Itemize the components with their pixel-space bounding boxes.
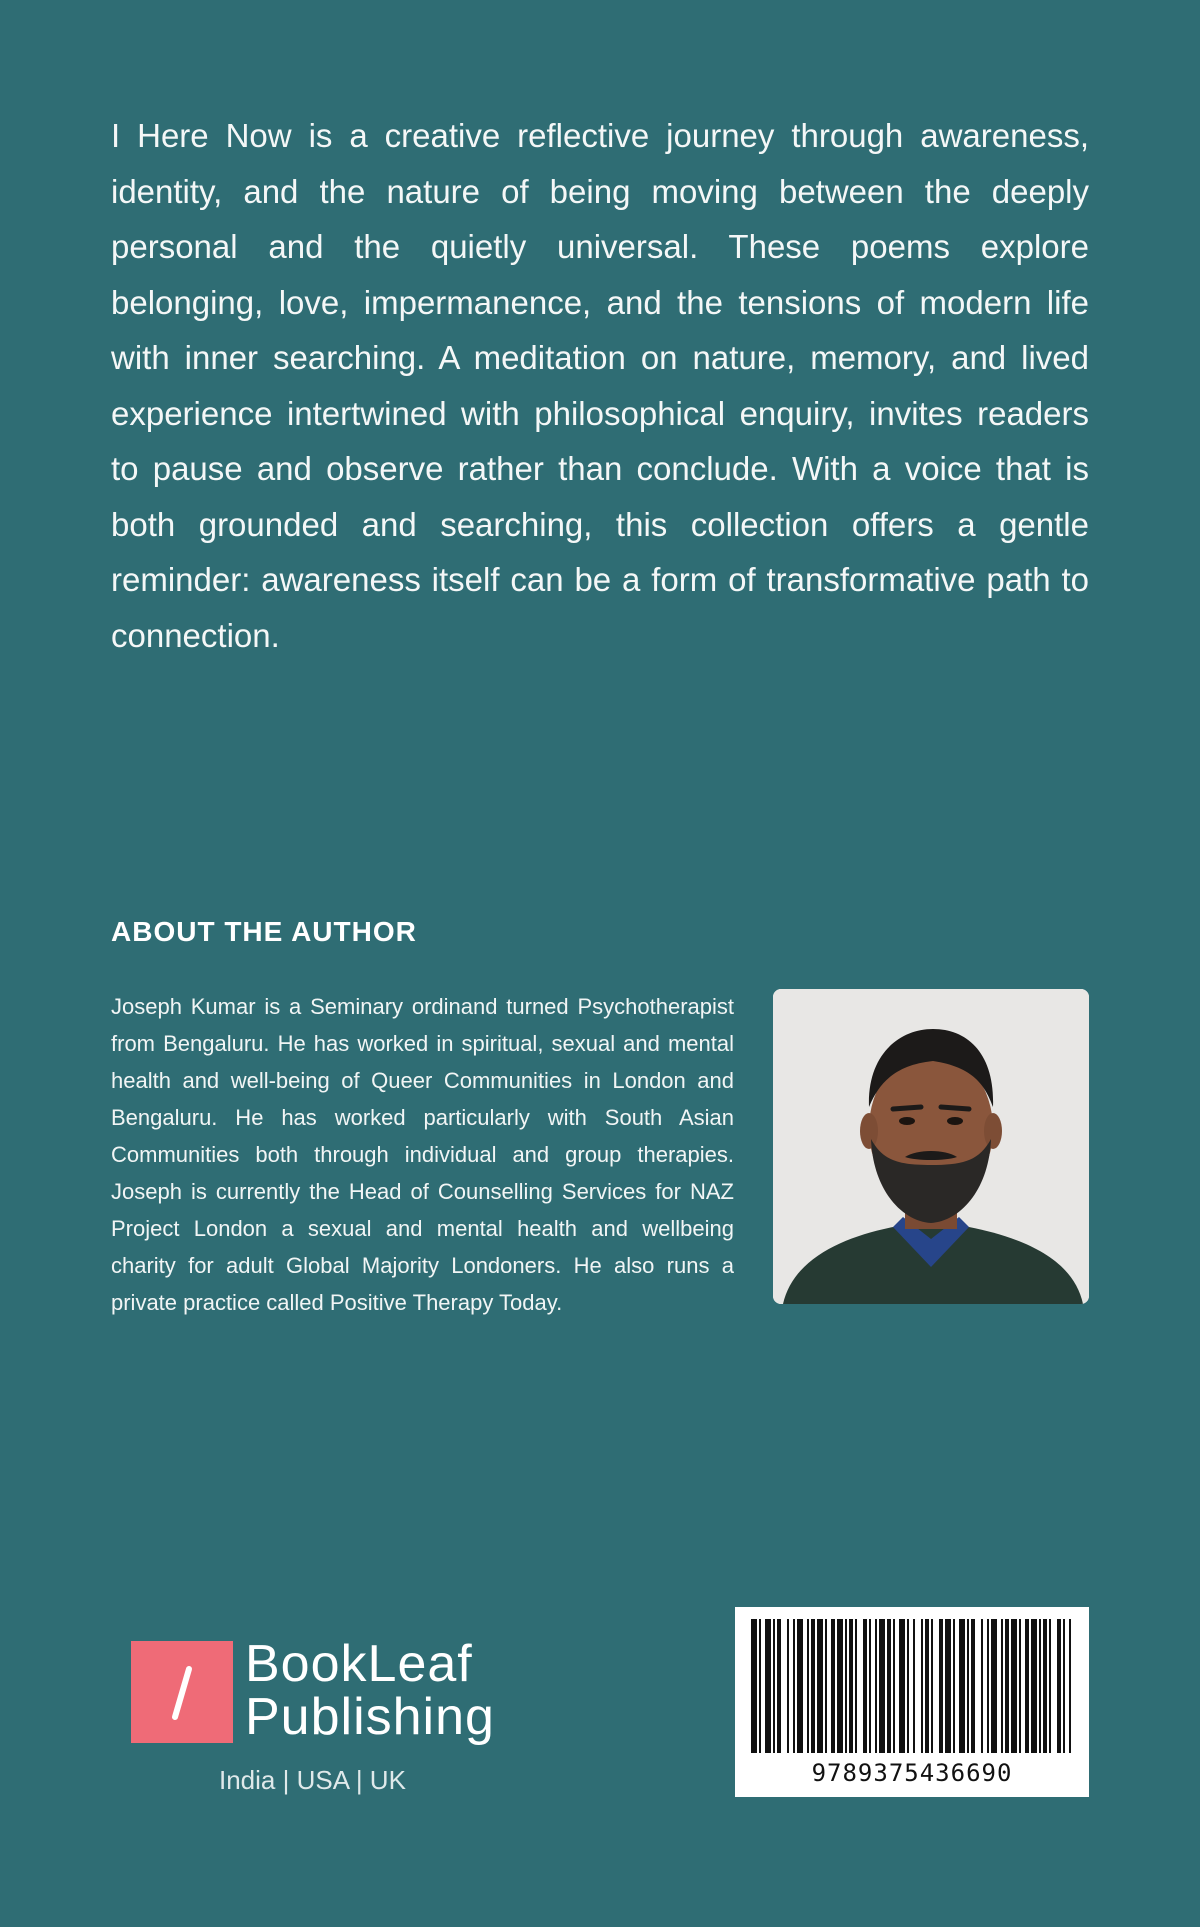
barcode-bar (879, 1619, 885, 1753)
author-photo (773, 989, 1089, 1304)
barcode-bar (855, 1619, 857, 1753)
barcode-bar (925, 1619, 929, 1753)
barcode-bar (793, 1619, 795, 1753)
barcode-bar (1057, 1619, 1061, 1753)
author-bio: Joseph Kumar is a Seminary ordinand turned Psychotherapist from Bengaluru. He has worked in spiritual, sexual and mental health and well-being of Queer Communities in London and Bengaluru. He has worked particularly with South Asian Communities both through individual and group therapies. Joseph is currently the Head of Counselling Services for NAZ Project London a sexual and mental health and wellbeing charity for adult Global Majority Londoners. He also runs a private practice called Positive Therapy Today. (111, 994, 734, 1315)
barcode-bar (849, 1619, 853, 1753)
barcode-bar (825, 1619, 827, 1753)
barcode-bar (899, 1619, 905, 1753)
bookleaf-slash-icon (131, 1641, 233, 1743)
barcode-bar (1069, 1619, 1071, 1753)
barcode-bar (921, 1619, 923, 1753)
publisher-name-line2: Publishing (245, 1688, 495, 1746)
barcode-bar (987, 1619, 989, 1753)
isbn-barcode (735, 1607, 1089, 1797)
publisher-logo (131, 1635, 511, 1795)
barcode-image (749, 1619, 1075, 1755)
barcode-bar (875, 1619, 877, 1753)
publisher-regions: India | USA | UK (219, 1765, 406, 1795)
publisher-name-line1: BookLeaf (245, 1635, 473, 1693)
about-author-heading: ABOUT THE AUTHOR (111, 916, 417, 947)
barcode-bar (765, 1619, 771, 1753)
barcode-bar (1039, 1619, 1041, 1753)
isbn-number: 9789375436690 (811, 1759, 1013, 1787)
barcode-bar (893, 1619, 895, 1753)
barcode-bar (959, 1619, 965, 1753)
barcode-bar (869, 1619, 871, 1753)
barcode-bar (953, 1619, 955, 1753)
barcode-bar (863, 1619, 867, 1753)
barcode-bar (991, 1619, 997, 1753)
barcode-bar (887, 1619, 891, 1753)
barcode-bar (1063, 1619, 1065, 1753)
barcode-bar (751, 1619, 757, 1753)
barcode-bar (1019, 1619, 1021, 1753)
author-portrait-image (773, 989, 1089, 1304)
barcode-bar (967, 1619, 969, 1753)
barcode-bar (1001, 1619, 1003, 1753)
barcode-bar (939, 1619, 943, 1753)
barcode-bar (981, 1619, 983, 1753)
barcode-bar (1043, 1619, 1047, 1753)
barcode-bar (811, 1619, 815, 1753)
barcode-bar (971, 1619, 975, 1753)
barcode-bar (1025, 1619, 1029, 1753)
barcode-bar (931, 1619, 933, 1753)
barcode-bar (773, 1619, 775, 1753)
barcode-bar (787, 1619, 789, 1753)
barcode-bar (907, 1619, 909, 1753)
book-blurb: I Here Now is a creative reflective journey through awareness, identity, and the nature of being moving between the deeply personal and the quietly universal. These poems explore belonging, love, impermanence, and the tensions of modern life with inner searching. A meditation on nature, memory, and lived experience intertwined with philosophical enquiry, invites readers to pause and observe rather than conclude. With a voice that is both grounded and searching, this collection offers a gentle reminder: awareness itself can be a form of transformative path to connection. (111, 117, 1089, 654)
barcode-bar (945, 1619, 951, 1753)
barcode-bar (759, 1619, 761, 1753)
barcode-bar (913, 1619, 915, 1753)
barcode-bar (797, 1619, 803, 1753)
barcode-bar (845, 1619, 847, 1753)
barcode-bar (817, 1619, 823, 1753)
barcode-bar (1031, 1619, 1037, 1753)
barcode-bar (1049, 1619, 1051, 1753)
barcode-bar (1005, 1619, 1009, 1753)
barcode-bar (837, 1619, 843, 1753)
barcode-bar (1011, 1619, 1017, 1753)
barcode-bar (777, 1619, 781, 1753)
barcode-bar (831, 1619, 835, 1753)
barcode-bar (807, 1619, 809, 1753)
